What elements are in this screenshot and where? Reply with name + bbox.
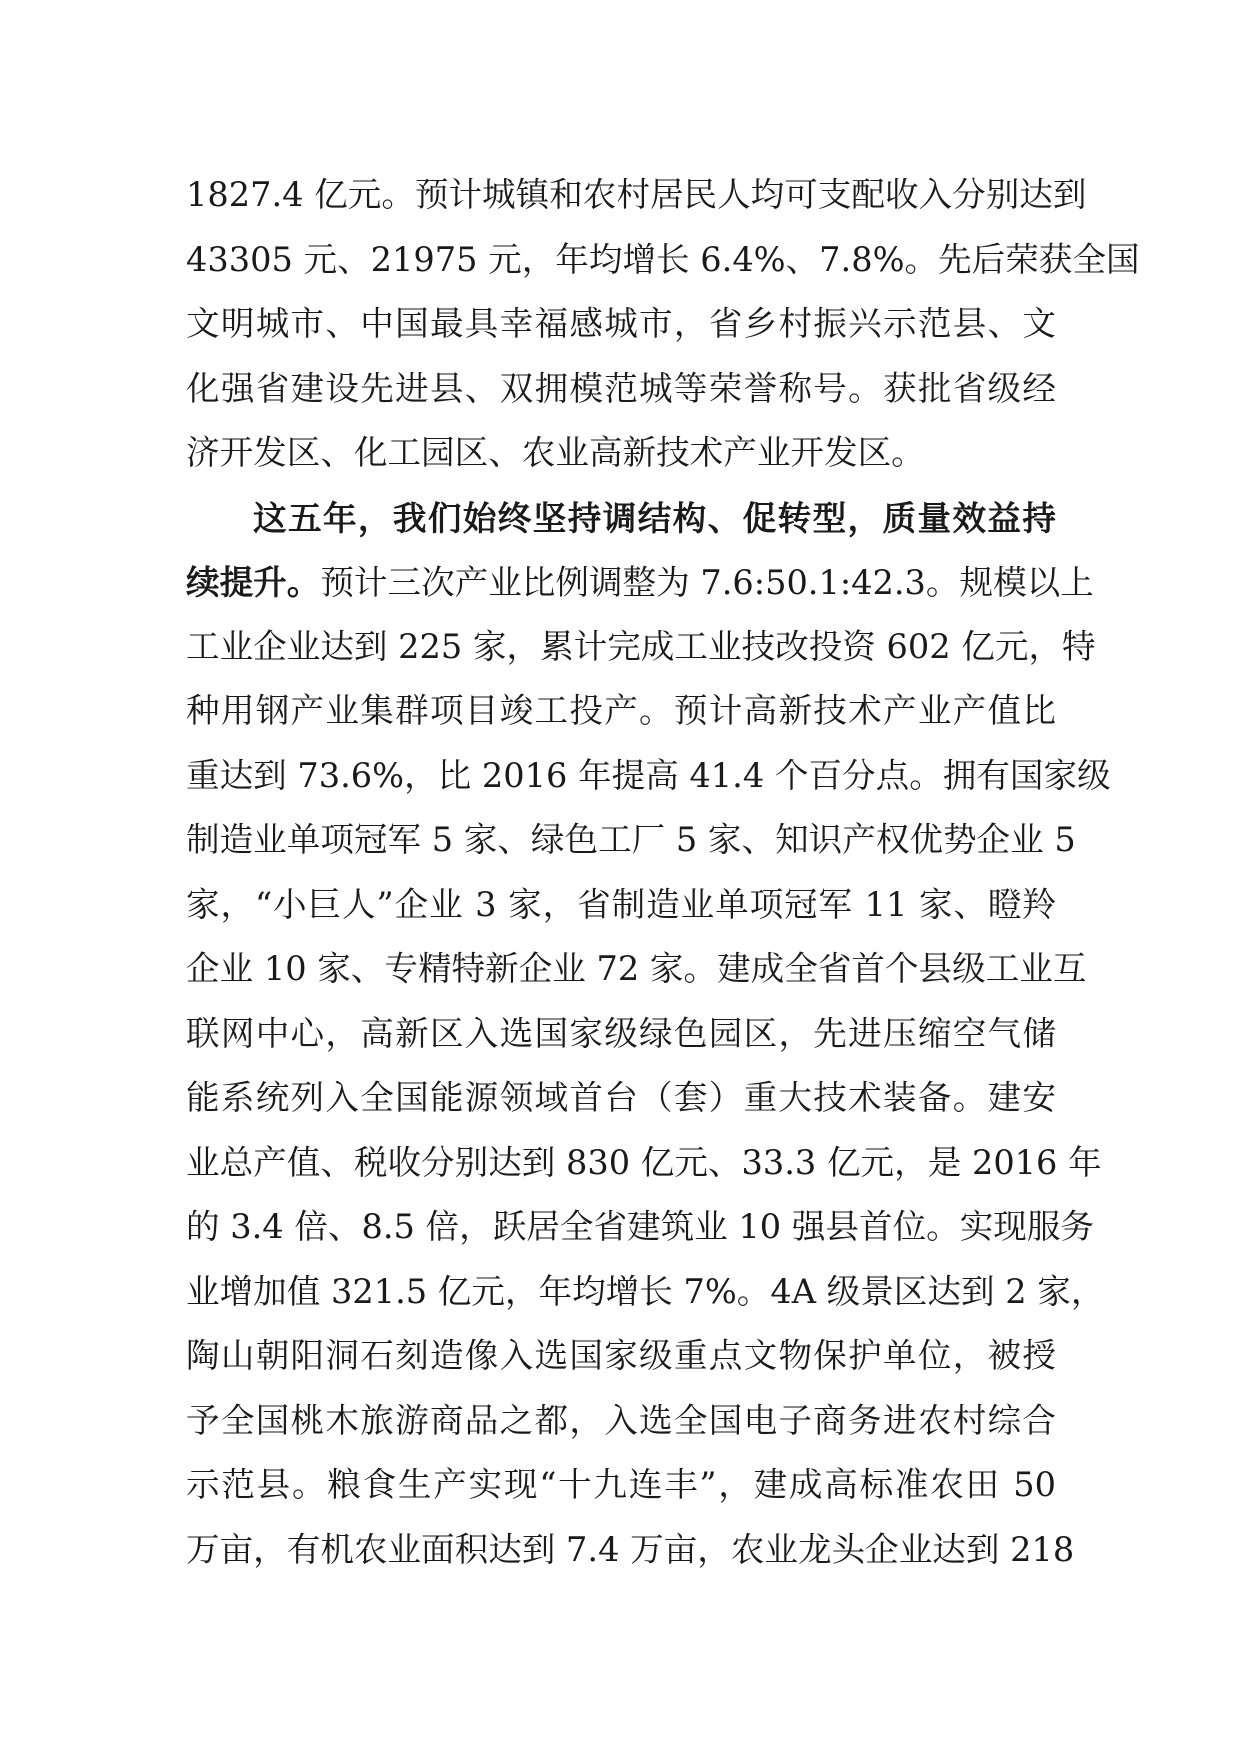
paragraph-1-line-3: 文明城市、中国最具幸福感城市，省乡村振兴示范县、文	[186, 304, 1056, 343]
paragraph-2-line: 能系统列入全国能源领域首台（套）重大技术装备。建安	[186, 1078, 1056, 1117]
paragraph-2-line: 种用钢产业集群项目竣工投产。预计高新技术产业产值比	[186, 691, 1056, 730]
paragraph-1-line-5: 济开发区、化工园区、农业高新技术产业开发区。	[186, 433, 925, 472]
body-text	[186, 163, 1140, 1582]
paragraph-2-line: 家，“小巨人”企业 3 家，省制造业单项冠军 11 家、瞪羚	[186, 884, 1056, 924]
paragraph-2-line: 陶山朝阳洞石刻造像入选国家级重点文物保护单位，被授	[186, 1336, 1056, 1375]
paragraph-2-line: 工业企业达到 225 家，累计完成工业技改投资 602 亿元，特	[186, 626, 1096, 666]
paragraph-2-line: 予全国桃木旅游商品之都，入选全国电子商务进农村综合	[186, 1400, 1056, 1440]
paragraph-1-line-1: 1827.4 亿元。预计城镇和农村居民人均可支配收入分别达到	[186, 175, 1087, 214]
paragraph-2-line: 重达到 73.6%，比 2016 年提高 41.4 个百分点。拥有国家级	[186, 755, 1111, 795]
paragraph-2-line: 的 3.4 倍、8.5 倍，跃居全省建筑业 10 强县首位。实现服务	[186, 1207, 1095, 1246]
paragraph-2-line-2	[186, 550, 1094, 615]
paragraph-2-line: 联网中心，高新区入选国家级绿色园区，先进压缩空气储	[186, 1013, 1056, 1053]
paragraph-2-lead-text: 这五年，我们始终坚持调结构、促转型，质量效益持	[253, 497, 1056, 538]
paragraph-1-line-4: 化强省建设先进县、双拥模范城等荣誉称号。获批省级经	[186, 368, 1056, 408]
paragraph-1-line-2: 43305 元、21975 元，年均增长 6.4%、7.8%。先后荣获全国	[186, 239, 1140, 279]
paragraph-2-line: 示范县。粮食生产实现“十九连丰”，建成高标准农田 50	[186, 1465, 1056, 1504]
paragraph-2-line: 业总产值、税收分别达到 830 亿元、33.3 亿元，是 2016 年	[186, 1142, 1102, 1182]
paragraph-2-line: 制造业单项冠军 5 家、绿色工厂 5 家、知识产权优势企业 5	[186, 820, 1076, 859]
paragraph-2-lead-end: 续提升。	[186, 562, 321, 602]
paragraph-2-line: 企业 10 家、专精特新企业 72 家。建成全省首个县级工业互	[186, 949, 1087, 988]
paragraph-2-lead-line	[186, 486, 1056, 551]
paragraph-2-line: 业增加值 321.5 亿元，年均增长 7%。4A 级景区达到 2 家，	[186, 1271, 1105, 1311]
paragraph-2-line: 万亩，有机农业面积达到 7.4 万亩，农业龙头企业达到 218	[186, 1529, 1075, 1569]
paragraph-2-line-2-text: 预计三次产业比例调整为 7.6:50.1:42.3。规模以上	[320, 563, 1094, 602]
